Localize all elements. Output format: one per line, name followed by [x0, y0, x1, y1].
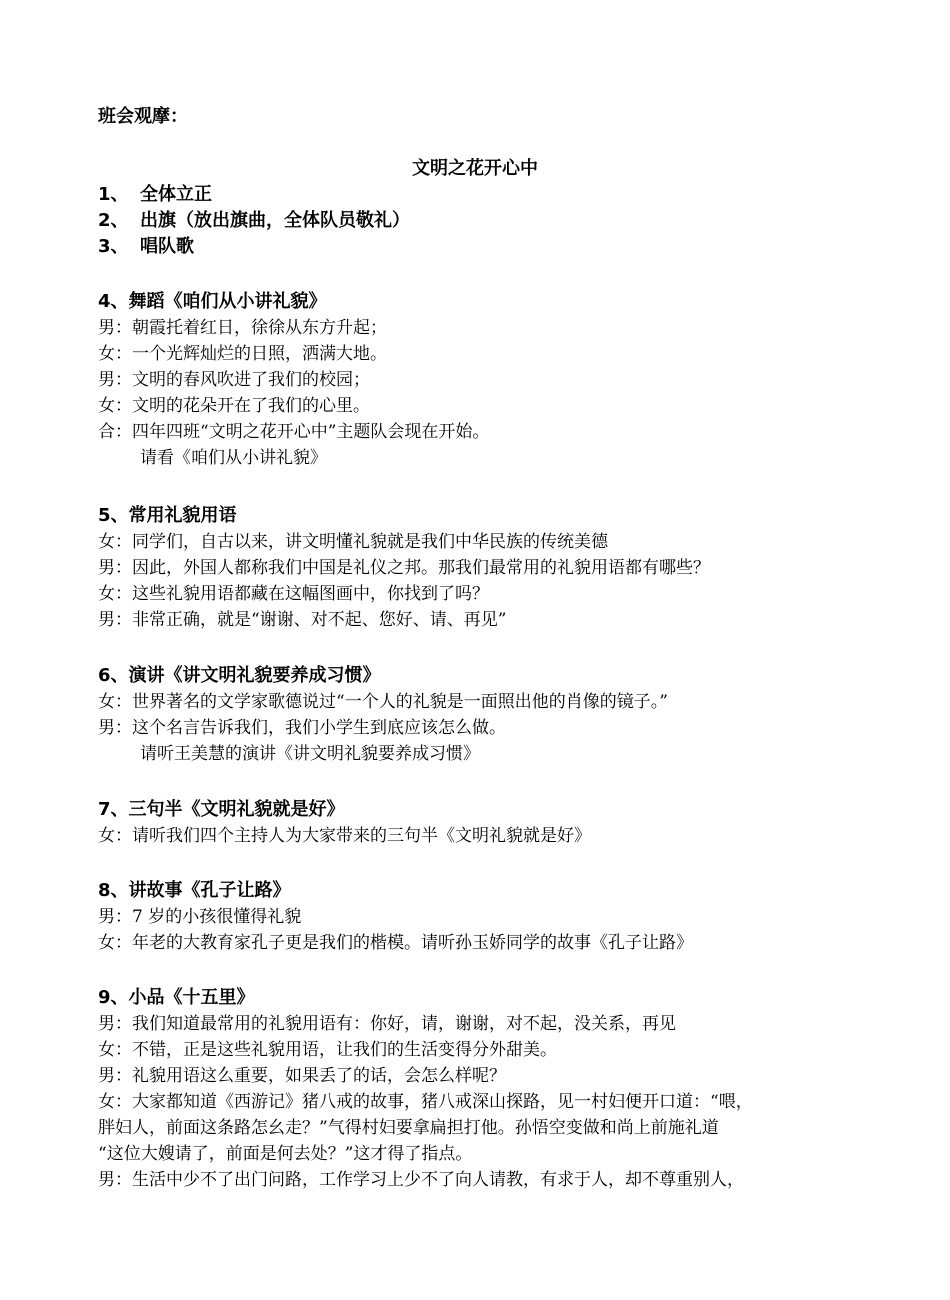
dialogue-text: 文明的春风吹进了我们的校园；: [132, 370, 370, 390]
step-text: 全体立正: [140, 184, 212, 205]
dialogue-continuation: 请听王美慧的演讲《讲文明礼貌要养成习惯》: [140, 744, 480, 764]
speaker-label: 女：: [98, 1040, 132, 1060]
speaker-label: 男：: [98, 907, 132, 927]
dialogue-line: [98, 315, 387, 341]
dialogue-text: 这个名言告诉我们，我们小学生到底应该怎么做。: [132, 718, 506, 738]
dialogue-text: 生活中少不了出门问路，工作学习上少不了向人请教，有求于人，却不尊重别人，: [132, 1170, 744, 1190]
doc-header: 班会观摩：: [98, 106, 188, 127]
dialogue-text: 朝霞托着红日，徐徐从东方升起；: [132, 318, 387, 338]
dialogue-text: 同学们，自古以来，讲文明懂礼貌就是我们中华民族的传统美德: [132, 532, 608, 552]
dialogue-line: [98, 419, 489, 445]
speaker-label: 男：: [98, 370, 132, 390]
step-item: [98, 182, 212, 208]
dialogue-text: 请听我们四个主持人为大家带来的三句半《文明礼貌就是好》: [132, 826, 591, 846]
step-item: [98, 234, 194, 260]
dialogue-line: [98, 581, 489, 607]
dialogue-line: [98, 1167, 744, 1193]
dialogue-line: [98, 1011, 676, 1037]
step-text: 唱队歌: [140, 236, 194, 257]
dialogue-line: [98, 1063, 506, 1089]
dialogue-line: [98, 823, 591, 849]
speaker-label: 女：: [98, 344, 132, 364]
speaker-label: 女：: [98, 532, 132, 552]
section-heading: 9、小品《十五里》: [98, 987, 255, 1008]
dialogue-line: [98, 904, 301, 930]
speaker-label: 女：: [98, 584, 132, 604]
dialogue-continuation: 请看《咱们从小讲礼貌》: [140, 448, 327, 468]
section-heading: 8、讲故事《孔子让路》: [98, 880, 291, 901]
section-heading: 5、常用礼貌用语: [98, 505, 237, 526]
dialogue-text: 因此，外国人都称我们中国是礼仪之邦。那我们最常用的礼貌用语都有哪些？: [132, 558, 710, 578]
dialogue-line: [98, 715, 506, 741]
step-item: [98, 208, 410, 234]
speaker-label: 男：: [98, 1014, 132, 1034]
section-heading: 6、演讲《讲文明礼貌要养成习惯》: [98, 665, 381, 686]
dialogue-text: 大家都知道《西游记》猪八戒的故事，猪八戒深山探路，见一村妇便开口道：“喂，: [132, 1092, 753, 1112]
dialogue-text: 世界著名的文学家歌德说过“一个人的礼貌是一面照出他的肖像的镜子。”: [132, 692, 668, 712]
speaker-label: 男：: [98, 1170, 132, 1190]
doc-title: 文明之花开心中: [412, 158, 538, 179]
section-heading: 7、三句半《文明礼貌就是好》: [98, 799, 345, 820]
dialogue-continuation: “这位大嫂请了，前面是何去处？”这才得了指点。: [98, 1144, 473, 1164]
speaker-label: 男：: [98, 610, 132, 630]
step-number: 1、: [98, 184, 129, 205]
dialogue-line: [98, 689, 668, 715]
speaker-label: 合：: [98, 422, 132, 442]
speaker-label: 男：: [98, 1066, 132, 1086]
dialogue-line: [98, 529, 608, 555]
dialogue-line: [98, 930, 693, 956]
speaker-label: 女：: [98, 692, 132, 712]
step-number: 2、: [98, 210, 129, 231]
section-heading: 4、舞蹈《咱们从小讲礼貌》: [98, 291, 327, 312]
speaker-label: 女：: [98, 396, 132, 416]
step-text: 出旗（放出旗曲，全体队员敬礼）: [140, 210, 410, 231]
dialogue-continuation: 胖妇人，前面这条路怎幺走？”气得村妇要拿扁担打他。孙悟空变做和尚上前施礼道: [98, 1118, 719, 1138]
dialogue-line: [98, 555, 710, 581]
dialogue-text: 非常正确，就是“谢谢、对不起、您好、请、再见”: [132, 610, 507, 630]
dialogue-text: 不错，正是这些礼貌用语，让我们的生活变得分外甜美。: [132, 1040, 557, 1060]
dialogue-text: 礼貌用语这么重要，如果丢了的话，会怎么样呢？: [132, 1066, 506, 1086]
dialogue-line: [98, 607, 506, 633]
dialogue-line: [98, 341, 387, 367]
dialogue-line: [98, 1089, 753, 1115]
speaker-label: 女：: [98, 933, 132, 953]
dialogue-text: 这些礼貌用语都藏在这幅图画中，你找到了吗？: [132, 584, 489, 604]
dialogue-text: 一个光辉灿烂的日照，洒满大地。: [132, 344, 387, 364]
speaker-label: 女：: [98, 1092, 132, 1112]
dialogue-text: 我们知道最常用的礼貌用语有：你好，请，谢谢，对不起，没关系，再见: [132, 1014, 676, 1034]
speaker-label: 女：: [98, 826, 132, 846]
dialogue-text: 文明的花朵开在了我们的心里。: [132, 396, 370, 416]
dialogue-text: 年老的大教育家孔子更是我们的楷模。请听孙玉娇同学的故事《孔子让路》: [132, 933, 693, 953]
dialogue-line: [98, 367, 370, 393]
step-number: 3、: [98, 236, 129, 257]
dialogue-line: [98, 1037, 557, 1063]
speaker-label: 男：: [98, 718, 132, 738]
dialogue-text: 7 岁的小孩很懂得礼貌: [132, 907, 302, 927]
dialogue-text: 四年四班“文明之花开心中”主题队会现在开始。: [132, 422, 490, 442]
dialogue-line: [98, 393, 370, 419]
speaker-label: 男：: [98, 318, 132, 338]
speaker-label: 男：: [98, 558, 132, 578]
